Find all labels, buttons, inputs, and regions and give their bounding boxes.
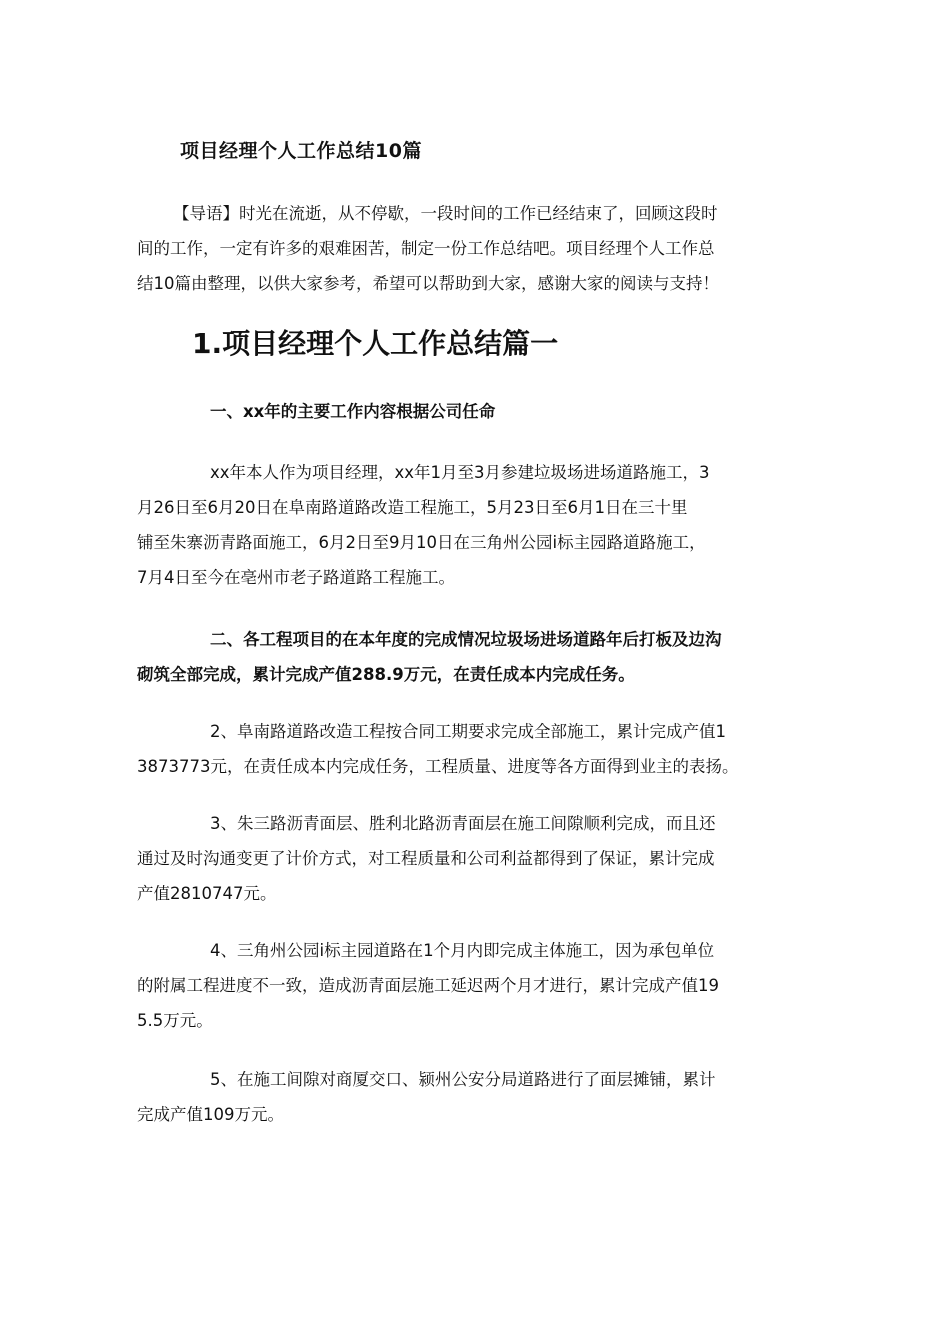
text-line: 月26日至6月20日在阜南路道路改造工程施工，5月23日至6月1日在三十里 bbox=[137, 498, 688, 517]
text-line: 二、各工程项目的在本年度的完成情况垃圾场进场道路年后打板及边沟 bbox=[210, 630, 722, 649]
paragraph-1 bbox=[137, 455, 817, 595]
document-title: 项目经理个人工作总结10篇 bbox=[180, 140, 422, 162]
paragraph-2 bbox=[137, 714, 817, 784]
text-line: 结10篇由整理，以供大家参考，希望可以帮助到大家，感谢大家的阅读与支持！ bbox=[137, 274, 719, 293]
text-line: xx年本人作为项目经理，xx年1月至3月参建垃圾场进场道路施工，3 bbox=[210, 463, 710, 482]
text-line: 的附属工程进度不一致，造成沥青面层施工延迟两个月才进行，累计完成产值19 bbox=[137, 976, 719, 995]
text-line: 完成产值109万元。 bbox=[137, 1105, 284, 1124]
text-line: 2、阜南路道路改造工程按合同工期要求完成全部施工，累计完成产值1 bbox=[210, 722, 726, 741]
bold-paragraph bbox=[137, 622, 817, 692]
paragraph-4 bbox=[137, 933, 817, 1038]
paragraph-3 bbox=[137, 806, 817, 911]
intro-paragraph bbox=[137, 196, 817, 301]
text-line: 5.5万元。 bbox=[137, 1011, 213, 1030]
subsection-heading: 一、xx年的主要工作内容根据公司任命 bbox=[210, 402, 496, 421]
text-line: 5、在施工间隙对商厦交口、颍州公安分局道路进行了面层摊铺，累计 bbox=[210, 1070, 716, 1089]
section-heading: 1.项目经理个人工作总结篇一 bbox=[192, 327, 559, 360]
text-line: 3873773元，在责任成本内完成任务，工程质量、进度等各方面得到业主的表扬。 bbox=[137, 757, 739, 776]
text-line: 铺至朱寨沥青路面施工，6月2日至9月10日在三角州公园i标主园路道路施工， bbox=[137, 533, 706, 552]
text-line: 【导语】时光在流逝，从不停歇，一段时间的工作已经结束了，回顾这段时 bbox=[173, 204, 718, 223]
text-line: 7月4日至今在亳州市老子路道路工程施工。 bbox=[137, 568, 455, 587]
text-line: 3、朱三路沥青面层、胜利北路沥青面层在施工间隙顺利完成，而且还 bbox=[210, 814, 716, 833]
paragraph-5 bbox=[137, 1062, 817, 1132]
text-line: 砌筑全部完成，累计完成产值288.9万元，在责任成本内完成任务。 bbox=[137, 665, 635, 684]
text-line: 4、三角州公园i标主园道路在1个月内即完成主体施工，因为承包单位 bbox=[210, 941, 715, 960]
text-line: 产值2810747元。 bbox=[137, 884, 277, 903]
text-line: 间的工作，一定有许多的艰难困苦，制定一份工作总结吧。项目经理个人工作总 bbox=[137, 239, 715, 258]
text-line: 通过及时沟通变更了计价方式，对工程质量和公司利益都得到了保证，累计完成 bbox=[137, 849, 715, 868]
